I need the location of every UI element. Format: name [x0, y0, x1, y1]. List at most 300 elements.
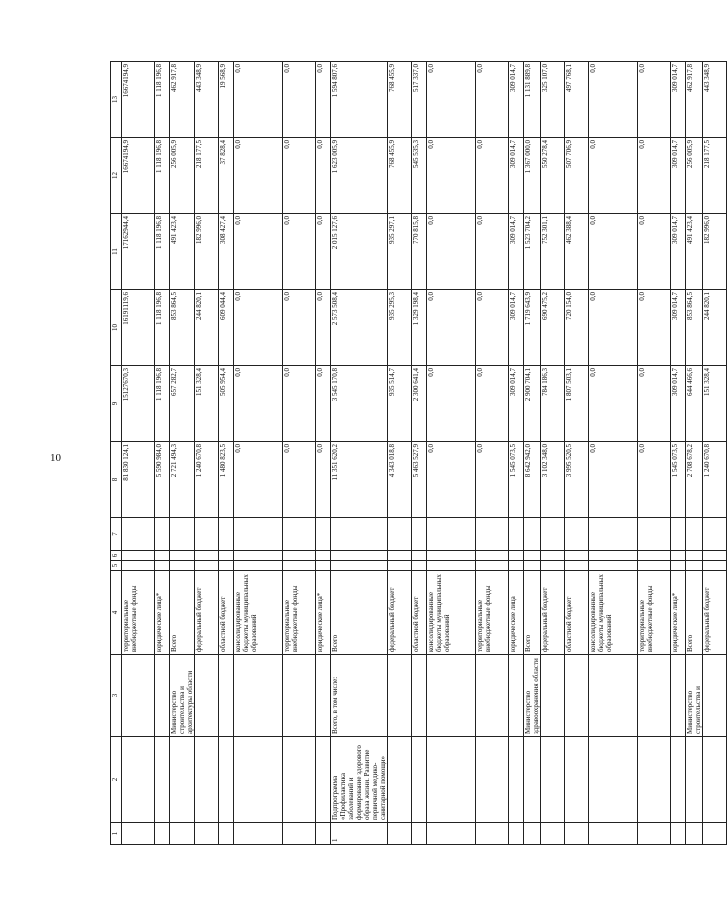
value-cell: 462 917,8: [170, 62, 195, 138]
cell-c1: [686, 823, 703, 845]
cell-c4: федеральный бюджет: [195, 571, 219, 655]
value-cell: 0,0: [589, 138, 638, 214]
empty-cell: [565, 518, 589, 551]
cell-c2: [671, 737, 686, 823]
cell-c1: [565, 823, 589, 845]
table-row: [476, 62, 509, 845]
table-row: [388, 62, 412, 845]
empty-cell: [638, 518, 671, 551]
value-cell: 3 545 170,8: [331, 366, 388, 442]
column-header: 11: [111, 214, 122, 290]
cell-c2: [219, 737, 234, 823]
cell-c4: федеральный бюджет: [388, 571, 412, 655]
value-cell: 1 367 000,0: [524, 138, 541, 214]
cell-c3: [565, 655, 589, 737]
value-cell: 2 721 494,3: [170, 442, 195, 518]
value-cell: 1 623 005,9: [331, 138, 388, 214]
cell-c4: Всего: [524, 571, 541, 655]
value-cell: 491 423,4: [686, 214, 703, 290]
value-cell: 0,0: [283, 366, 316, 442]
value-cell: 720 154,0: [565, 290, 589, 366]
cell-c2: [427, 737, 476, 823]
empty-cell: [219, 551, 234, 561]
cell-c2: [509, 737, 524, 823]
value-cell: 182 996,0: [703, 214, 727, 290]
table-row: [219, 62, 234, 845]
value-cell: 935 514,7: [388, 366, 412, 442]
cell-c4: Всего: [686, 571, 703, 655]
value-cell: 16191119,6: [122, 290, 155, 366]
empty-cell: [170, 518, 195, 551]
value-cell: 0,0: [476, 138, 509, 214]
value-cell: 550 278,4: [541, 138, 565, 214]
header-row: [111, 62, 122, 845]
value-cell: 309 014,7: [671, 138, 686, 214]
value-cell: 0,0: [234, 366, 283, 442]
value-cell: 2 573 508,4: [331, 290, 388, 366]
value-cell: 16674194,9: [122, 62, 155, 138]
cell-c1: [388, 823, 412, 845]
cell-c2: Подпрограмма «Профилактика заболеваний и формирование здорового образа жизни. Развитие первичной медико-санитарной помощи»: [331, 737, 388, 823]
value-cell: 0,0: [316, 290, 331, 366]
value-cell: 151 328,4: [195, 366, 219, 442]
value-cell: 1 594 807,6: [331, 62, 388, 138]
column-header: 1: [111, 823, 122, 845]
value-cell: 151 328,4: [703, 366, 727, 442]
table-row: [686, 62, 703, 845]
value-cell: 1 807 503,1: [565, 366, 589, 442]
cell-c1: [427, 823, 476, 845]
value-cell: 0,0: [638, 62, 671, 138]
cell-c3: Министерство строительства и: [686, 655, 703, 737]
empty-cell: [219, 518, 234, 551]
cell-c3: [638, 655, 671, 737]
value-cell: 309 014,7: [509, 62, 524, 138]
value-cell: 491 423,4: [170, 214, 195, 290]
value-cell: 1 523 704,2: [524, 214, 541, 290]
cell-c4: юридические лица: [509, 571, 524, 655]
value-cell: 0,0: [316, 138, 331, 214]
value-cell: 462 917,8: [686, 62, 703, 138]
cell-c1: [195, 823, 219, 845]
value-cell: 0,0: [427, 138, 476, 214]
empty-cell: [388, 518, 412, 551]
value-cell: 0,0: [316, 366, 331, 442]
cell-c1: [524, 823, 541, 845]
value-cell: 19 568,9: [219, 62, 234, 138]
cell-c4: консолидированные бюджеты муниципальных образований: [427, 571, 476, 655]
empty-cell: [565, 561, 589, 571]
value-cell: 8 642 942,0: [524, 442, 541, 518]
empty-cell: [283, 551, 316, 561]
value-cell: 4 343 018,8: [388, 442, 412, 518]
table-row: [589, 62, 638, 845]
value-cell: 0,0: [316, 214, 331, 290]
column-header: 10: [111, 290, 122, 366]
empty-cell: [541, 561, 565, 571]
empty-cell: [234, 551, 283, 561]
value-cell: 0,0: [589, 290, 638, 366]
cell-c3: Министерство здравоохранения области: [524, 655, 541, 737]
cell-c4: Всего: [170, 571, 195, 655]
value-cell: 17162944,4: [122, 214, 155, 290]
value-cell: 244 820,1: [703, 290, 727, 366]
value-cell: 0,0: [476, 62, 509, 138]
value-cell: 768 455,9: [388, 62, 412, 138]
cell-c3: Министерство строительства и архитектуры области: [170, 655, 195, 737]
empty-cell: [703, 518, 727, 551]
value-cell: 0,0: [427, 214, 476, 290]
value-cell: 0,0: [283, 442, 316, 518]
cell-c1: [412, 823, 427, 845]
cell-c2: [195, 737, 219, 823]
value-cell: 0,0: [589, 442, 638, 518]
value-cell: 0,0: [589, 214, 638, 290]
table-row: [565, 62, 589, 845]
empty-cell: [331, 551, 388, 561]
cell-c3: [703, 655, 727, 737]
cell-c2: [388, 737, 412, 823]
cell-c3: [476, 655, 509, 737]
empty-cell: [509, 518, 524, 551]
empty-cell: [671, 561, 686, 571]
value-cell: 517 337,0: [412, 62, 427, 138]
empty-cell: [524, 518, 541, 551]
table-row: [122, 62, 155, 845]
value-cell: 770 815,8: [412, 214, 427, 290]
value-cell: 497 768,1: [565, 62, 589, 138]
table-row: [195, 62, 219, 845]
value-cell: 1 480 823,5: [219, 442, 234, 518]
empty-cell: [170, 551, 195, 561]
value-cell: 309 014,7: [671, 62, 686, 138]
cell-c3: [427, 655, 476, 737]
cell-c4: территориальные внебюджетные фонды: [476, 571, 509, 655]
value-cell: 0,0: [638, 214, 671, 290]
cell-c2: [283, 737, 316, 823]
column-header: 2: [111, 737, 122, 823]
value-cell: 2 900 704,1: [524, 366, 541, 442]
value-cell: 0,0: [316, 442, 331, 518]
cell-c4: территориальные внебюджетные фонды: [638, 571, 671, 655]
empty-cell: [671, 518, 686, 551]
value-cell: 0,0: [283, 290, 316, 366]
value-cell: 309 014,7: [509, 138, 524, 214]
cell-c2: [234, 737, 283, 823]
value-cell: 0,0: [234, 442, 283, 518]
empty-cell: [703, 551, 727, 561]
value-cell: 182 996,0: [195, 214, 219, 290]
empty-cell: [316, 561, 331, 571]
empty-cell: [195, 551, 219, 561]
value-cell: 1 118 196,8: [155, 366, 170, 442]
empty-cell: [331, 518, 388, 551]
empty-cell: [122, 518, 155, 551]
empty-cell: [638, 561, 671, 571]
value-cell: 0,0: [234, 138, 283, 214]
cell-c4: областной бюджет: [412, 571, 427, 655]
value-cell: 5 463 527,9: [412, 442, 427, 518]
value-cell: 0,0: [638, 290, 671, 366]
value-cell: 1 240 670,8: [703, 442, 727, 518]
cell-c3: [155, 655, 170, 737]
cell-c3: Всего, в том числе:: [331, 655, 388, 737]
value-cell: 1 118 196,8: [155, 290, 170, 366]
cell-c1: [638, 823, 671, 845]
cell-c1: [316, 823, 331, 845]
table-row: [170, 62, 195, 845]
value-cell: 37 828,4: [219, 138, 234, 214]
empty-cell: [331, 561, 388, 571]
value-cell: 0,0: [283, 62, 316, 138]
cell-c1: [155, 823, 170, 845]
value-cell: 644 466,6: [686, 366, 703, 442]
value-cell: 462 388,4: [565, 214, 589, 290]
empty-cell: [638, 551, 671, 561]
cell-c1: [234, 823, 283, 845]
value-cell: 309 014,7: [671, 214, 686, 290]
empty-cell: [427, 561, 476, 571]
empty-cell: [155, 518, 170, 551]
value-cell: 0,0: [427, 442, 476, 518]
empty-cell: [388, 561, 412, 571]
empty-cell: [476, 518, 509, 551]
table-row: [524, 62, 541, 845]
empty-cell: [589, 518, 638, 551]
empty-cell: [589, 561, 638, 571]
cell-c2: [316, 737, 331, 823]
cell-c2: [122, 737, 155, 823]
cell-c3: [234, 655, 283, 737]
empty-cell: [589, 551, 638, 561]
value-cell: 0,0: [638, 442, 671, 518]
empty-cell: [122, 561, 155, 571]
empty-cell: [565, 551, 589, 561]
table-row: [509, 62, 524, 845]
column-header: 8: [111, 442, 122, 518]
value-cell: 11 351 620,2: [331, 442, 388, 518]
cell-c3: [283, 655, 316, 737]
column-header: 5: [111, 561, 122, 571]
cell-c1: [541, 823, 565, 845]
value-cell: 308 427,4: [219, 214, 234, 290]
value-cell: 545 535,3: [412, 138, 427, 214]
empty-cell: [686, 561, 703, 571]
cell-c3: [671, 655, 686, 737]
empty-cell: [155, 551, 170, 561]
empty-cell: [219, 561, 234, 571]
empty-cell: [509, 551, 524, 561]
value-cell: 752 301,1: [541, 214, 565, 290]
table-body: [122, 62, 727, 845]
cell-c4: юридические лица*: [316, 571, 331, 655]
empty-cell: [283, 518, 316, 551]
empty-cell: [316, 551, 331, 561]
cell-c1: [703, 823, 727, 845]
value-cell: 0,0: [234, 214, 283, 290]
column-header: 7: [111, 518, 122, 551]
value-cell: 3 995 520,5: [565, 442, 589, 518]
empty-cell: [427, 551, 476, 561]
empty-cell: [686, 551, 703, 561]
cell-c4: территориальные внебюджетные фонды: [283, 571, 316, 655]
value-cell: 768 455,9: [388, 138, 412, 214]
table-row: [427, 62, 476, 845]
cell-c4: областной бюджет: [219, 571, 234, 655]
cell-c4: юридические лица*: [155, 571, 170, 655]
cell-c1: 1: [331, 823, 388, 845]
cell-c1: [219, 823, 234, 845]
value-cell: 0,0: [589, 62, 638, 138]
value-cell: 505 954,4: [219, 366, 234, 442]
value-cell: 256 005,9: [170, 138, 195, 214]
value-cell: 0,0: [234, 290, 283, 366]
value-cell: 0,0: [427, 366, 476, 442]
value-cell: 5 590 984,0: [155, 442, 170, 518]
cell-c2: [412, 737, 427, 823]
value-cell: 853 864,5: [686, 290, 703, 366]
value-cell: 244 820,1: [195, 290, 219, 366]
cell-c3: [195, 655, 219, 737]
value-cell: 0,0: [476, 290, 509, 366]
empty-cell: [476, 561, 509, 571]
cell-c2: [703, 737, 727, 823]
value-cell: 935 295,3: [388, 290, 412, 366]
value-cell: 3 102 348,0: [541, 442, 565, 518]
empty-cell: [524, 551, 541, 561]
empty-cell: [316, 518, 331, 551]
empty-cell: [524, 561, 541, 571]
value-cell: 0,0: [427, 290, 476, 366]
empty-cell: [170, 561, 195, 571]
empty-cell: [195, 561, 219, 571]
empty-cell: [703, 561, 727, 571]
cell-c2: [638, 737, 671, 823]
value-cell: 1 329 198,4: [412, 290, 427, 366]
value-cell: 81 830 124,1: [122, 442, 155, 518]
cell-c2: [476, 737, 509, 823]
value-cell: 0,0: [476, 214, 509, 290]
value-cell: 2 300 641,4: [412, 366, 427, 442]
table-row: [412, 62, 427, 845]
table-row: [671, 62, 686, 845]
value-cell: 690 475,2: [541, 290, 565, 366]
table-row: [703, 62, 727, 845]
value-cell: 443 348,9: [195, 62, 219, 138]
empty-cell: [122, 551, 155, 561]
empty-cell: [686, 518, 703, 551]
value-cell: 309 014,7: [509, 214, 524, 290]
cell-c2: [686, 737, 703, 823]
cell-c1: [589, 823, 638, 845]
cell-c2: [170, 737, 195, 823]
cell-c3: [219, 655, 234, 737]
empty-cell: [412, 551, 427, 561]
cell-c3: [589, 655, 638, 737]
value-cell: 16674194,9: [122, 138, 155, 214]
column-header: 6: [111, 551, 122, 561]
value-cell: 1 118 196,8: [155, 214, 170, 290]
value-cell: 0,0: [427, 62, 476, 138]
value-cell: 1 240 670,8: [195, 442, 219, 518]
empty-cell: [234, 561, 283, 571]
cell-c2: [541, 737, 565, 823]
page-number: 10: [50, 452, 61, 464]
value-cell: 657 282,7: [170, 366, 195, 442]
value-cell: 309 014,7: [509, 290, 524, 366]
table-row: [331, 62, 388, 845]
cell-c2: [524, 737, 541, 823]
cell-c4: областной бюджет: [565, 571, 589, 655]
empty-cell: [155, 561, 170, 571]
empty-cell: [388, 551, 412, 561]
table-row: [234, 62, 283, 845]
value-cell: 309 014,7: [671, 290, 686, 366]
table-row: [316, 62, 331, 845]
value-cell: 218 177,5: [703, 138, 727, 214]
empty-cell: [283, 561, 316, 571]
column-header: 4: [111, 571, 122, 655]
value-cell: 507 706,9: [565, 138, 589, 214]
value-cell: 0,0: [476, 366, 509, 442]
column-header: 12: [111, 138, 122, 214]
cell-c4: федеральный бюджет: [541, 571, 565, 655]
value-cell: 0,0: [638, 366, 671, 442]
value-cell: 15127670,3: [122, 366, 155, 442]
value-cell: 1 118 196,8: [155, 138, 170, 214]
table-row: [283, 62, 316, 845]
value-cell: 0,0: [476, 442, 509, 518]
cell-c3: [541, 655, 565, 737]
empty-cell: [541, 551, 565, 561]
value-cell: 1 545 073,5: [509, 442, 524, 518]
value-cell: 1 131 889,8: [524, 62, 541, 138]
value-cell: 609 044,4: [219, 290, 234, 366]
empty-cell: [412, 518, 427, 551]
value-cell: 784 186,3: [541, 366, 565, 442]
cell-c3: [509, 655, 524, 737]
empty-cell: [412, 561, 427, 571]
empty-cell: [195, 518, 219, 551]
value-cell: 256 005,9: [686, 138, 703, 214]
empty-cell: [671, 551, 686, 561]
cell-c4: федеральный бюджет: [703, 571, 727, 655]
empty-cell: [234, 518, 283, 551]
cell-c3: [122, 655, 155, 737]
empty-cell: [427, 518, 476, 551]
cell-c4: консолидированные бюджеты муниципальных образований: [589, 571, 638, 655]
cell-c2: [155, 737, 170, 823]
cell-c3: [412, 655, 427, 737]
value-cell: 935 297,1: [388, 214, 412, 290]
value-cell: 0,0: [283, 138, 316, 214]
cell-c4: Всего: [331, 571, 388, 655]
budget-table: [110, 61, 727, 845]
value-cell: 325 107,0: [541, 62, 565, 138]
value-cell: 0,0: [234, 62, 283, 138]
value-cell: 0,0: [589, 366, 638, 442]
empty-cell: [541, 518, 565, 551]
table-row: [541, 62, 565, 845]
empty-cell: [476, 551, 509, 561]
column-header: 13: [111, 62, 122, 138]
value-cell: 0,0: [283, 214, 316, 290]
value-cell: 1 719 643,9: [524, 290, 541, 366]
table-row: [155, 62, 170, 845]
table-row: [638, 62, 671, 845]
value-cell: 1 545 073,5: [671, 442, 686, 518]
cell-c2: [589, 737, 638, 823]
